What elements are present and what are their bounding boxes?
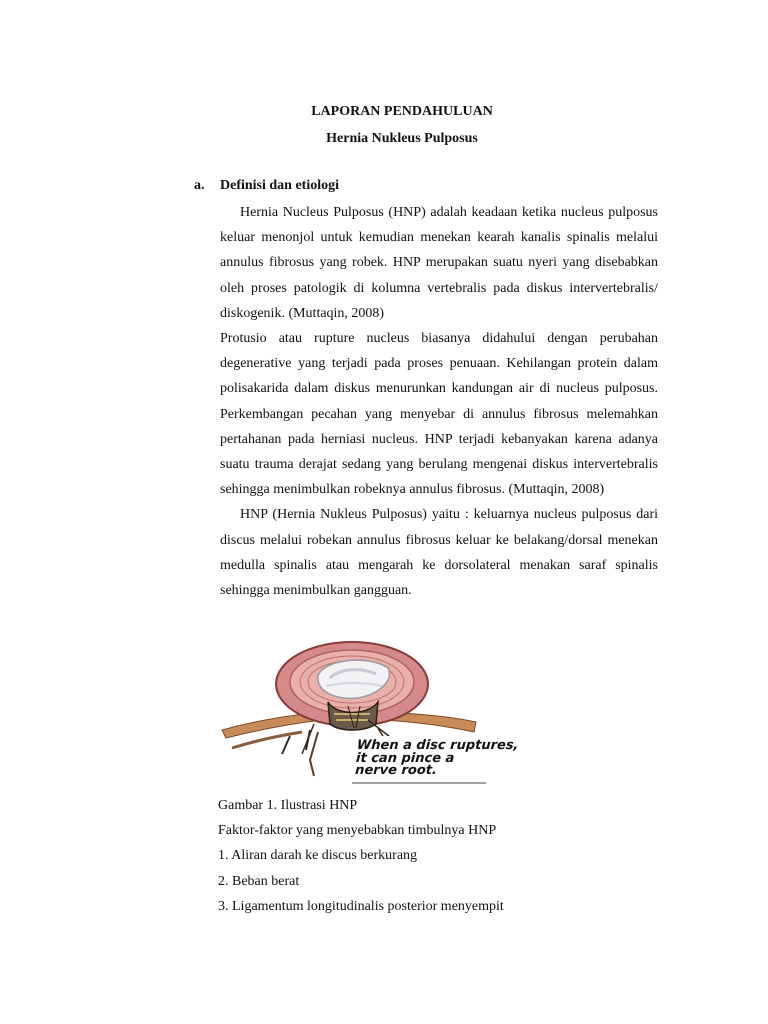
illustration-text xyxy=(355,740,519,778)
document-title: LAPORAN PENDAHULUAN xyxy=(311,104,493,119)
illustration-text-line-3: nerve root. xyxy=(354,763,438,778)
section-heading xyxy=(194,178,339,194)
figure-caption: Gambar 1. Ilustrasi HNP xyxy=(218,798,358,813)
paragraph-1: Hernia Nucleus Pulposus (HNP) adalah keadaan ketika nucleus pulposus keluar menonjol untuk kemudian menekan kearah kanalis spinalis melalui annulus fibrosus yang robek. HNP merupakan suatu nyeri yang disebabkan oleh proses patologik di kolumna vertebralis pada diskus intervertebralis/ diskogenik. (Muttaqin, 2008) xyxy=(220,205,658,321)
factor-item: 2. Beban berat xyxy=(218,873,300,889)
paragraph-3: HNP (Hernia Nukleus Pulposus) yaitu : keluarnya nucleus pulposus dari discus melalui robekan annulus fibrosus keluar ke belakang/dorsal menekan medulla spinalis atau mengarah ke dorsolateral menakan saraf spinalis sehingga menimbulkan gangguan. xyxy=(220,507,658,599)
section-body xyxy=(220,200,658,603)
section-heading-text: Definisi dan etiologi xyxy=(220,178,340,193)
illustration-text-line-2: it can pince a xyxy=(355,750,455,766)
illustration-text-line-1: When a disc ruptures, xyxy=(356,738,520,753)
factor-item: 1. Aliran darah ke discus berkurang xyxy=(218,848,418,864)
factors-intro: Faktor-faktor yang menyebabkan timbulnya HNP xyxy=(218,823,497,839)
paragraph-2: Protusio atau rupture nucleus biasanya didahului dengan perubahan degenerative yang terjadi pada proses penuaan. Kehilangan protein dalam polisakarida dalam diskus menurunkan kandungan air di nucleus pulposus. Perkembangan pecahan yang menyebar di annulus fibrosus melemahkan pertahanan pada herniasi nucleus. HNP terjadi kebanyakan karena adanya suatu trauma derajat sedang yang berulang mengenai diskus intervertebralis sehingga menimbulkan robeknya annulus fibrosus. (Muttaqin, 2008) xyxy=(220,331,658,498)
factors-block xyxy=(218,793,678,919)
document-subtitle: Hernia Nukleus Pulposus xyxy=(326,131,478,146)
factor-item: 3. Ligamentum longitudinalis posterior menyempit xyxy=(218,898,504,914)
hnp-illustration xyxy=(218,636,520,786)
section-marker: a. xyxy=(194,178,205,193)
